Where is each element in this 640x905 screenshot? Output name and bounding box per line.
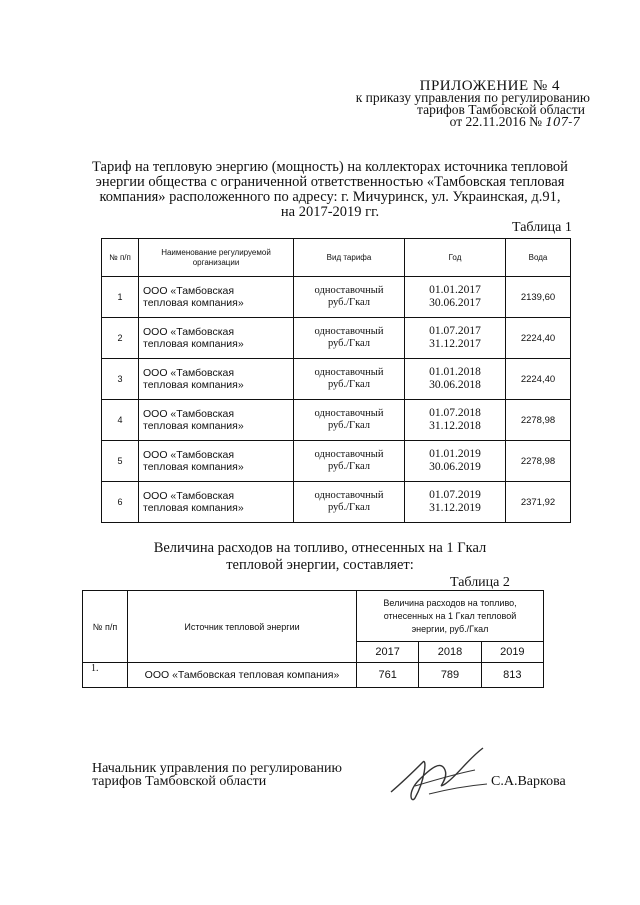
row-water-tariff: 2278,98: [506, 400, 571, 441]
table1-label: Таблица 1: [512, 220, 572, 235]
row-org: [139, 482, 294, 523]
row-water-tariff: 2224,40: [506, 318, 571, 359]
row-org-line-1: ООО «Тамбовская: [143, 449, 235, 461]
document-title-line-1: Тариф на тепловую энергию (мощность) на коллекторах источника тепловой: [92, 159, 568, 175]
row-kind-line-1: одноставочный: [314, 408, 384, 419]
row-period-to: 31.12.2019: [429, 502, 481, 514]
row-num: 1: [102, 277, 139, 318]
row-org-line-1: ООО «Тамбовская: [143, 490, 235, 502]
row-period: [405, 482, 506, 523]
row-period: [405, 441, 506, 482]
row-water-tariff: 2139,60: [506, 277, 571, 318]
row-org: [139, 441, 294, 482]
tariff-table-row: [102, 277, 571, 318]
appendix-order-line: к приказу управления по регулированию: [355, 90, 590, 105]
row-org-line-1: ООО «Тамбовская: [143, 326, 235, 338]
row-water-tariff: 2278,98: [506, 441, 571, 482]
row-org-line-1: ООО «Тамбовская: [143, 285, 235, 297]
row-org-line-2: тепловая компания»: [143, 461, 244, 473]
tariff-table-header: [102, 239, 571, 277]
fuel-header-2017: 2017: [357, 642, 419, 663]
handwritten-signature: [385, 740, 495, 810]
row-kind-line-2: руб./Гкал: [327, 297, 371, 308]
row-period-from: 01.01.2018: [429, 366, 481, 378]
row-kind-line-2: руб./Гкал: [327, 502, 371, 513]
row-period: [405, 277, 506, 318]
document-title: [80, 160, 580, 220]
header-num: № п/п: [102, 239, 139, 277]
row-kind-line-1: одноставочный: [314, 285, 384, 296]
row-period-from: 01.07.2018: [429, 407, 481, 419]
row-period-from: 01.01.2017: [429, 284, 481, 296]
row-org-line-1: ООО «Тамбовская: [143, 367, 235, 379]
tariff-table-row: [102, 441, 571, 482]
row-period-to: 30.06.2018: [429, 379, 481, 391]
row-kind-line-2: руб./Гкал: [327, 420, 371, 431]
row-org-line-1: ООО «Тамбовская: [143, 408, 235, 420]
fuel-row-2018: 789: [419, 663, 481, 688]
fuel-header-num: № п/п: [83, 591, 128, 663]
row-water-tariff: 2224,40: [506, 359, 571, 400]
row-kind-line-1: одноставочный: [314, 449, 384, 460]
appendix-title: ПРИЛОЖЕНИЕ № 4: [419, 78, 560, 94]
row-num: 6: [102, 482, 139, 523]
row-kind: [294, 318, 405, 359]
document-title-line-2: энергии общества с ограниченной ответственностью «Тамбовская тепловая: [95, 174, 565, 190]
row-kind-line-1: одноставочный: [314, 326, 384, 337]
header-org: Наименование регулируемой организации: [139, 239, 294, 277]
fuel-row-num: 1.: [83, 663, 128, 688]
appendix-order-number: 107-7: [545, 115, 580, 129]
row-kind: [294, 441, 405, 482]
appendix-header: [290, 80, 590, 128]
signatory-title-line-2: тарифов Тамбовской области: [92, 774, 267, 789]
appendix-region-line: тарифов Тамбовской области: [417, 102, 585, 117]
fuel-header-2019: 2019: [481, 642, 543, 663]
fuel-header-2018: 2018: [419, 642, 481, 663]
row-org-line-2: тепловая компания»: [143, 502, 244, 514]
signatory-title-line-1: Начальник управления по регулированию: [92, 761, 342, 776]
header-water: Вода: [506, 239, 571, 277]
row-period-to: 31.12.2017: [429, 338, 481, 350]
row-kind: [294, 482, 405, 523]
row-kind-line-1: одноставочный: [314, 490, 384, 501]
header-kind: Вид тарифа: [294, 239, 405, 277]
row-org: [139, 400, 294, 441]
row-org: [139, 359, 294, 400]
row-org-line-2: тепловая компания»: [143, 420, 244, 432]
tariff-table: [101, 238, 571, 523]
row-kind-line-1: одноставочный: [314, 367, 384, 378]
fuel-cost-title-line-1: Величина расходов на топливо, отнесенных на 1 Гкал: [153, 540, 487, 556]
signatory-title: [92, 762, 342, 788]
row-period: [405, 359, 506, 400]
row-num: 3: [102, 359, 139, 400]
row-period: [405, 318, 506, 359]
tariff-table-row: [102, 318, 571, 359]
appendix-date: от 22.11.2016 №: [449, 114, 543, 129]
row-period-from: 01.07.2019: [429, 489, 481, 501]
row-period-from: 01.07.2017: [429, 325, 481, 337]
document-title-line-4: на 2017-2019 гг.: [280, 204, 380, 220]
row-kind-line-2: руб./Гкал: [327, 379, 371, 390]
row-period-to: 30.06.2019: [429, 461, 481, 473]
fuel-header-cost: Величина расходов на топливо, отнесенных на 1 Гкал тепловой энергии, руб./Гкал: [357, 591, 544, 642]
row-num: 5: [102, 441, 139, 482]
row-period-from: 01.01.2019: [429, 448, 481, 460]
row-org-line-2: тепловая компания»: [143, 379, 244, 391]
fuel-row-source: ООО «Тамбовская тепловая компания»: [128, 663, 357, 688]
row-water-tariff: 2371,92: [506, 482, 571, 523]
row-org: [139, 318, 294, 359]
fuel-table-header-row-1: [83, 591, 544, 642]
row-num: 4: [102, 400, 139, 441]
fuel-cost-table: [82, 590, 544, 688]
fuel-row-2017: 761: [357, 663, 419, 688]
row-kind: [294, 277, 405, 318]
row-period-to: 30.06.2017: [429, 297, 481, 309]
row-kind: [294, 400, 405, 441]
tariff-table-row: [102, 482, 571, 523]
row-org-line-2: тепловая компания»: [143, 297, 244, 309]
tariff-table-row: [102, 400, 571, 441]
table2-label: Таблица 2: [450, 575, 510, 590]
header-year: Год: [405, 239, 506, 277]
fuel-cost-title-line-2: тепловой энергии, составляет:: [226, 557, 414, 573]
row-org-line-2: тепловая компания»: [143, 338, 244, 350]
fuel-table-row: [83, 663, 544, 688]
appendix-date-line: [290, 116, 580, 128]
document-title-line-3: компания» расположенного по адресу: г. Мичуринск, ул. Украинская, д.91,: [99, 189, 561, 205]
row-org: [139, 277, 294, 318]
tariff-table-row: [102, 359, 571, 400]
row-kind: [294, 359, 405, 400]
fuel-cost-title: [120, 540, 520, 574]
row-kind-line-2: руб./Гкал: [327, 461, 371, 472]
row-kind-line-2: руб./Гкал: [327, 338, 371, 349]
row-period-to: 31.12.2018: [429, 420, 481, 432]
signatory-name: С.А.Варкова: [491, 774, 566, 789]
fuel-header-source: Источник тепловой энергии: [128, 591, 357, 663]
row-num: 2: [102, 318, 139, 359]
fuel-row-2019: 813: [481, 663, 543, 688]
row-period: [405, 400, 506, 441]
